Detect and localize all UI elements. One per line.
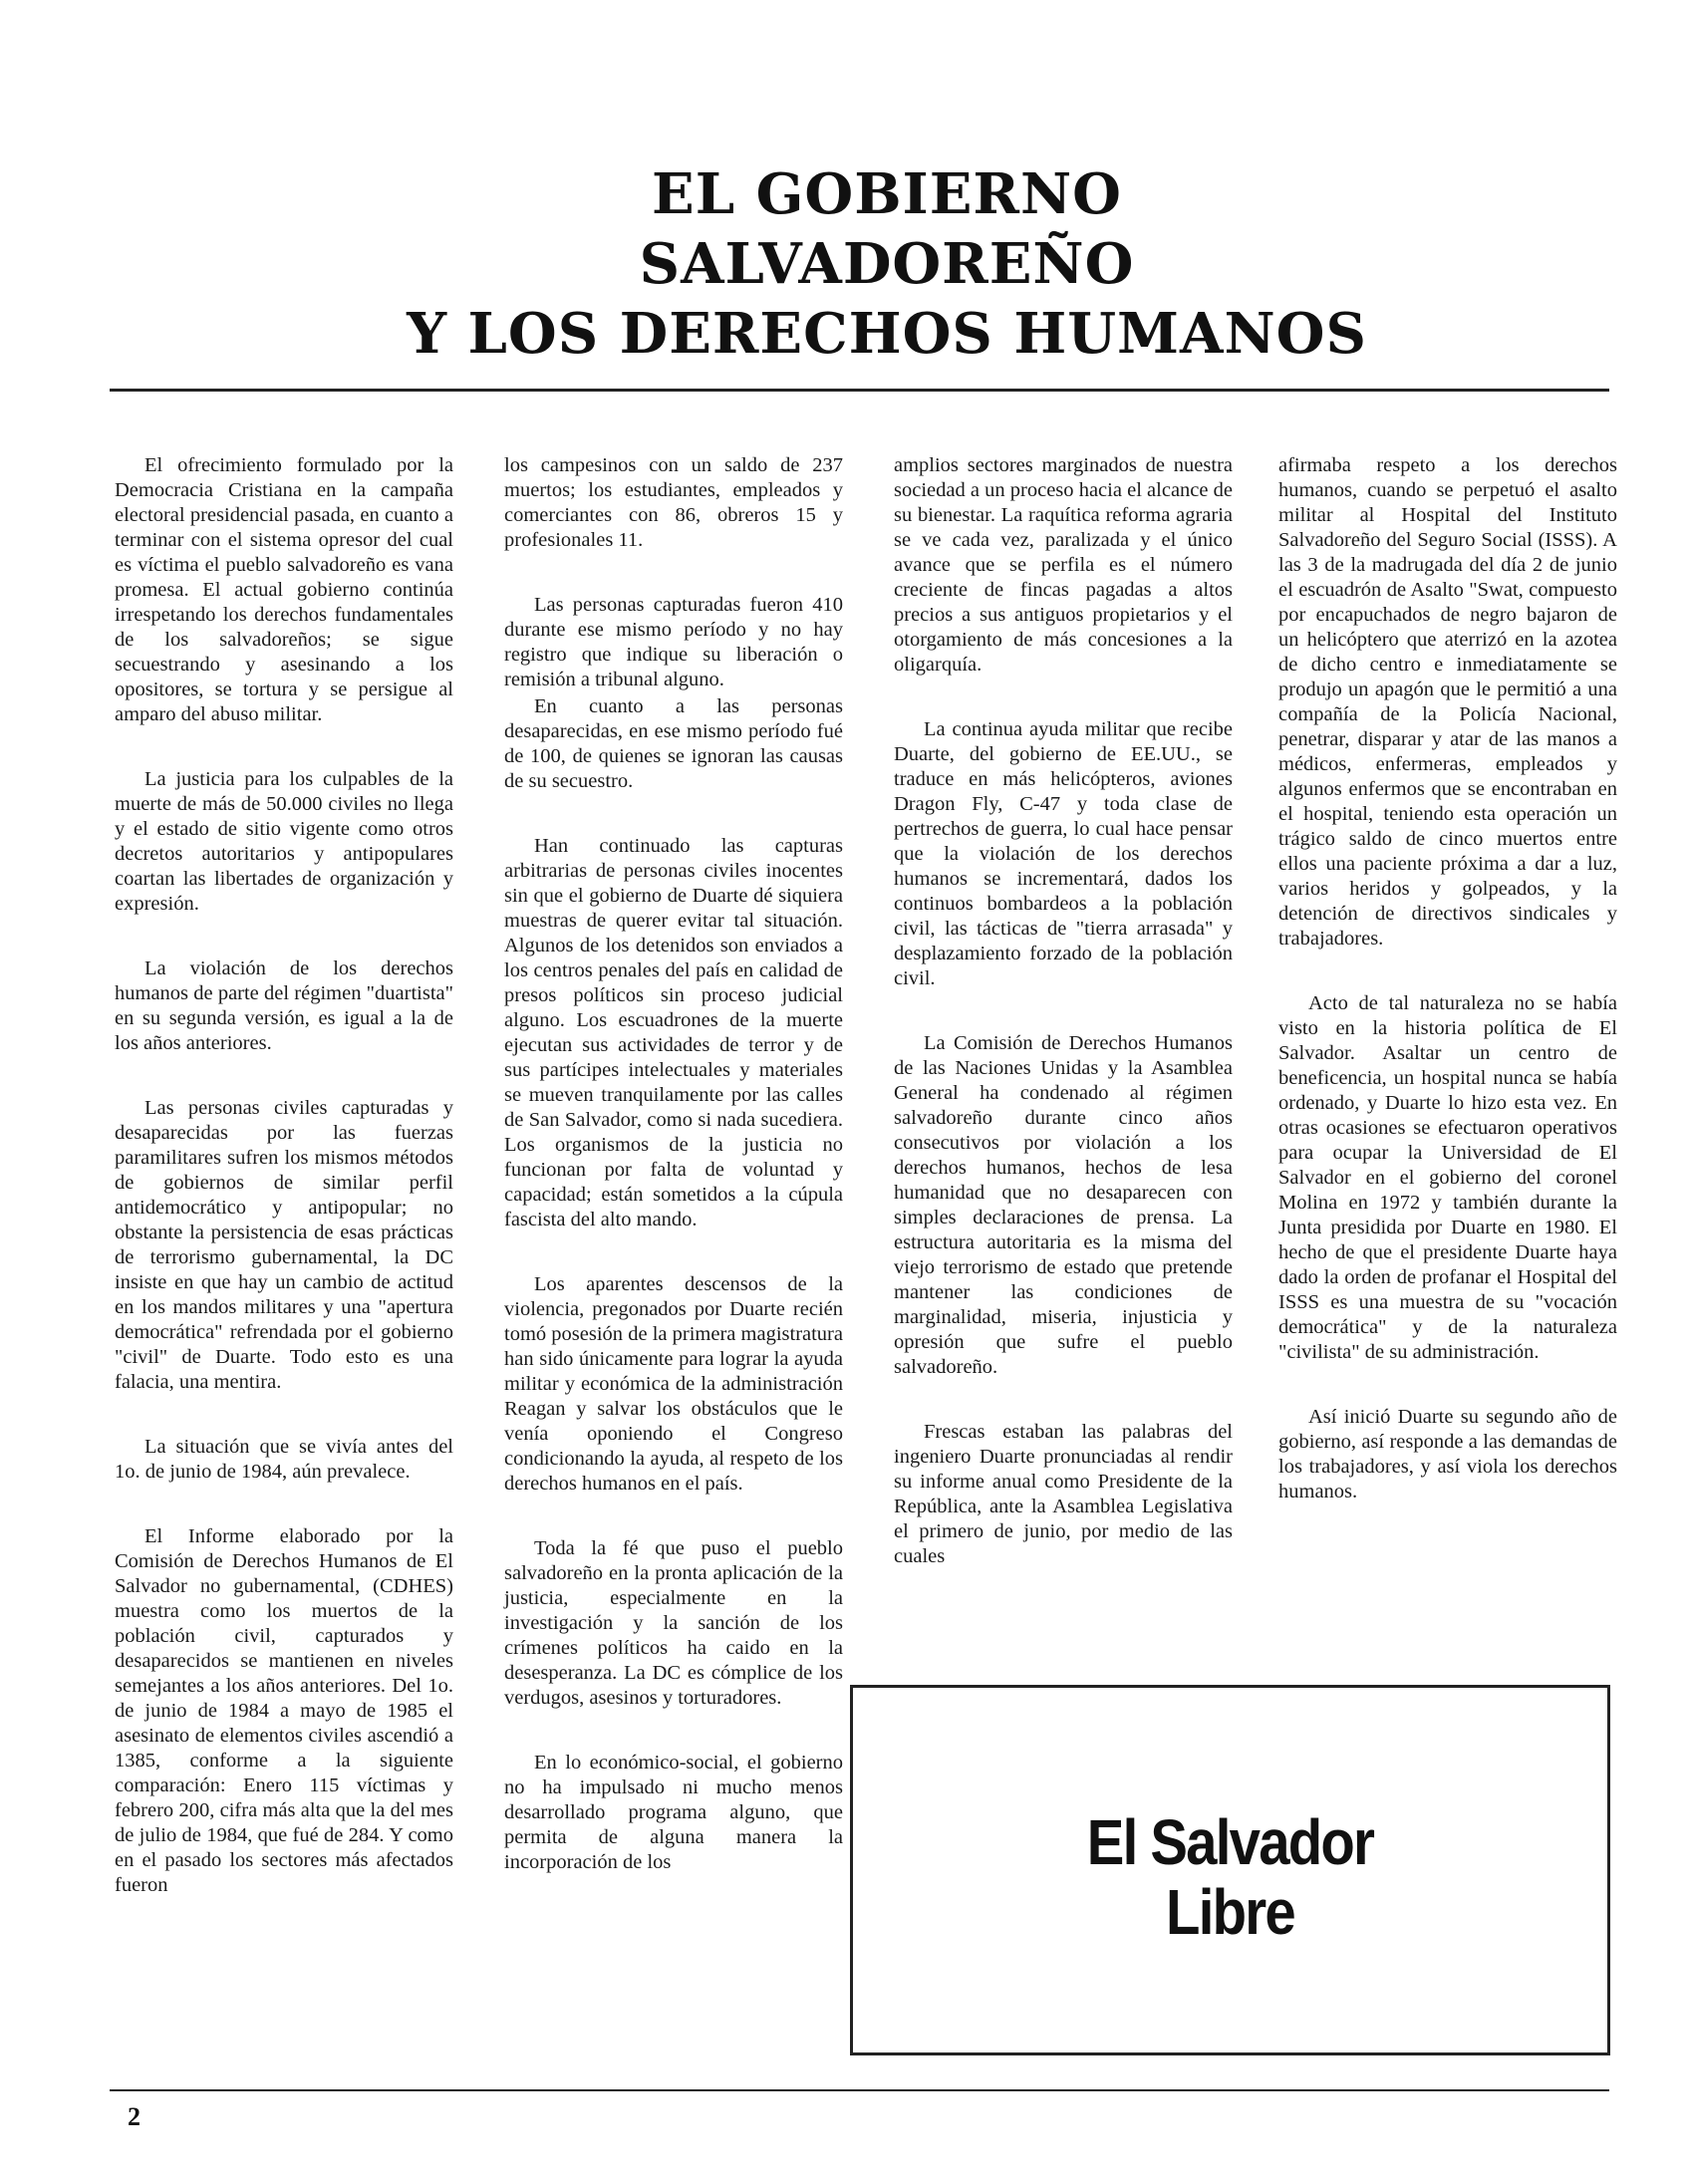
title-line-2: SALVADOREÑO <box>639 231 1135 297</box>
logo-line-2: Libre <box>1166 1876 1294 1948</box>
paragraph: Han continuado las capturas arbitrarias de personas civiles inocentes sin que el gobierno de Duarte dé siquiera muestras de querer evitar tal situación. Algunos de los detenidos son enviados a los centros penales del país en calidad de presos políticos sin proceso judicial alguno. Los escuadrones de la muerte ejecutan sus actividades de terror y de sus partícipes intelectuales y materiales se mueven tranquilamente por las calles de San Salvador, como si nada sucediera. Los organismos de la justicia no funcionan por falta de voluntad y capacidad; están sometidos a la cúpula fascista del alto mando. <box>504 835 843 1230</box>
logo-wordmark <box>898 1807 1561 1947</box>
paragraph: La Comisión de Derechos Humanos de las Naciones Unidas y la Asamblea General ha condenado al régimen salvadoreño durante cinco años consecutivos por violación a los derechos humanos, hechos de lesa humanidad que no desaparecen con simples declaraciones de prensa. La estructura autoritaria es la misma del viejo terrorismo de estado que pretende mantener las condiciones de marginalidad, miseria, injusticia y opresión que sufre el pueblo salvadoreño. <box>894 1032 1233 1378</box>
paragraph: La continua ayuda militar que recibe Duarte, del gobierno de EE.UU., se traduce en más helicópteros, aviones Dragon Fly, C-47 y toda clase de pertrechos de guerra, lo cual hace pensar que la violación de los derechos humanos se incrementará, dados los continuos bombardeos a la población civil, las tácticas de "tierra arrasada" y desplazamiento forzado de la población civil. <box>894 718 1233 989</box>
paragraph: En cuanto a las personas desaparecidas, en ese mismo período fué de 100, de quienes se ignoran las causas de su secuestro. <box>504 695 843 792</box>
footer-divider <box>110 2089 1609 2091</box>
article-column-4 <box>1278 453 1617 1544</box>
article-column-3 <box>894 453 1233 1609</box>
paragraph: Toda la fé que puso el pueblo salvadoreño en la pronta aplicación de la justicia, especialmente en la investigación y la sanción de los crímenes políticos ha caido en la desesperanza. La DC es cómplice de los verdugos, asesinos y torturadores. <box>504 1537 843 1709</box>
paragraph: En lo económico-social, el gobierno no ha impulsado ni mucho menos desarrollado programa alguno, que permita de alguna manera la incorporación de los <box>504 1752 843 1873</box>
paragraph: amplios sectores marginados de nuestra sociedad a un proceso hacia el alcance de su bienestar. La raquítica reforma agraria se ve cada vez, paralizada y el único avance que se perfila es el número creciente de fincas pagadas a altos precios a sus antiguos propietarios y el otorgamiento de más concesiones a la oligarquía. <box>894 454 1233 676</box>
title-line-1: EL GOBIERNO <box>652 161 1122 227</box>
paragraph: El Informe elaborado por la Comisión de Derechos Humanos de El Salvador no gubernamental, (CDHES) muestra como los muertos de la población civil, capturados y desaparecidos se mantienen en niveles semejantes a los años anteriores. Del 1o. de junio de 1984 a mayo de 1985 el asesinato de elementos civiles ascendió a 1385, conforme a la siguiente comparación: Enero 115 víctimas y febrero 200, cifra más alta que la del mes de julio de 1984, que fué de 284. Y como en el pasado los sectores más afectados fueron <box>115 1525 453 1896</box>
paragraph: los campesinos con un saldo de 237 muertos; los estudiantes, empleados y comerciantes con 86, obreros 15 y profesionales 11. <box>504 454 843 551</box>
el-salvador-libre-logo-box <box>850 1685 1610 2055</box>
paragraph: Las personas capturadas fueron 410 durante ese mismo período y no hay registro que indique su liberación o remisión a tribunal alguno. <box>504 594 843 690</box>
paragraph: afirmaba respeto a los derechos humanos, cuando se perpetuó el asalto militar al Hospital del Instituto Salvadoreño del Seguro Social (ISSS). A las 3 de la madrugada del día 2 de junio el escuadrón de Asalto "Swat, compuesto por encapuchados de negro bajaron de un helicóptero que aterrizó en la azotea de dicho centro e inmediatamente se produjo un apagón que le permitió a una compañía de la Policía Nacional, penetrar, disparar y atar de las manos a médicos, enfermeras, empleados y algunos enfermos que se encontraban en el hospital, teniendo esta operación un trágico saldo de cinco muertos entre ellos una paciente próxima a dar a luz, varios heridos y golpeados, y la detención de directivos sindicales y trabajadores. <box>1278 454 1617 950</box>
paragraph: La violación de los derechos humanos de parte del régimen "duartista" en su segunda versión, es igual a la de los años anteriores. <box>115 957 453 1054</box>
paragraph: Así inició Duarte su segundo año de gobierno, así responde a las demandas de los trabajadores, y así viola los derechos humanos. <box>1278 1406 1617 1502</box>
page-title <box>349 159 1425 369</box>
article-column-1 <box>115 453 453 1938</box>
article-column-2 <box>504 453 843 1915</box>
paragraph: Las personas civiles capturadas y desaparecidas por las fuerzas paramilitares sufren los mismos métodos de gobiernos de similar perfil antidemocrático y antipopular; no obstante la persistencia de esas prácticas de terrorismo gubernamental, la DC insiste en que hay un cambio de actitud en los mandos militares y una "apertura democrática" refrendada por el gobierno "civil" de Duarte. Todo esto es una falacia, una mentira. <box>115 1097 453 1393</box>
paragraph: Acto de tal naturaleza no se había visto en la historia política de El Salvador. Asaltar un centro de beneficencia, un hospital nunca se había ordenado, y Duarte lo hizo esta vez. En otras ocasiones se efectuaron operativos para ocupar la Universidad de El Salvador en el gobierno del coronel Molina en 1972 y también durante la Junta presidida por Duarte en 1980. El hecho de que el presidente Duarte haya dado la orden de profanar el Hospital del ISSS es una muestra de su "vocación democrática" y de la naturaleza "civilista" de su administración. <box>1278 992 1617 1363</box>
paragraph: Los aparentes descensos de la violencia, pregonados por Duarte recién tomó posesión de la primera magistratura han sido únicamente para lograr la ayuda militar y económica de la administración Reagan y salvar los obstáculos que le venía oponiendo el Congreso condicionando la ayuda, al respeto de los derechos humanos en el país. <box>504 1273 843 1495</box>
logo-line-1: El Salvador <box>1086 1806 1374 1878</box>
paragraph: La justicia para los culpables de la muerte de más de 50.000 civiles no llega y el estado de sitio vigente como otros decretos autoritarios y antipopulares coartan las libertades de organización y expresión. <box>115 768 453 915</box>
paragraph: La situación que se vivía antes del 1o. de junio de 1984, aún prevalece. <box>115 1436 453 1483</box>
paragraph: El ofrecimiento formulado por la Democracia Cristiana en la campaña electoral presidencial pasada, en cuanto a terminar con el sistema opresor del cual es víctima el pueblo salvadoreño es vana promesa. El actual gobierno continúa irrespetando los derechos fundamentales de los salvadoreños; se sigue secuestrando y asesinando a los opositores, se tortura y se persigue al amparo del abuso militar. <box>115 454 453 725</box>
paragraph: Frescas estaban las palabras del ingeniero Duarte pronunciadas al rendir su informe anual como Presidente de la República, ante la Asamblea Legislativa el primero de junio, por medio de las cuales <box>894 1421 1233 1567</box>
title-divider <box>110 389 1609 392</box>
title-line-3: Y LOS DERECHOS HUMANOS <box>407 301 1367 367</box>
page-number: 2 <box>128 2102 141 2131</box>
